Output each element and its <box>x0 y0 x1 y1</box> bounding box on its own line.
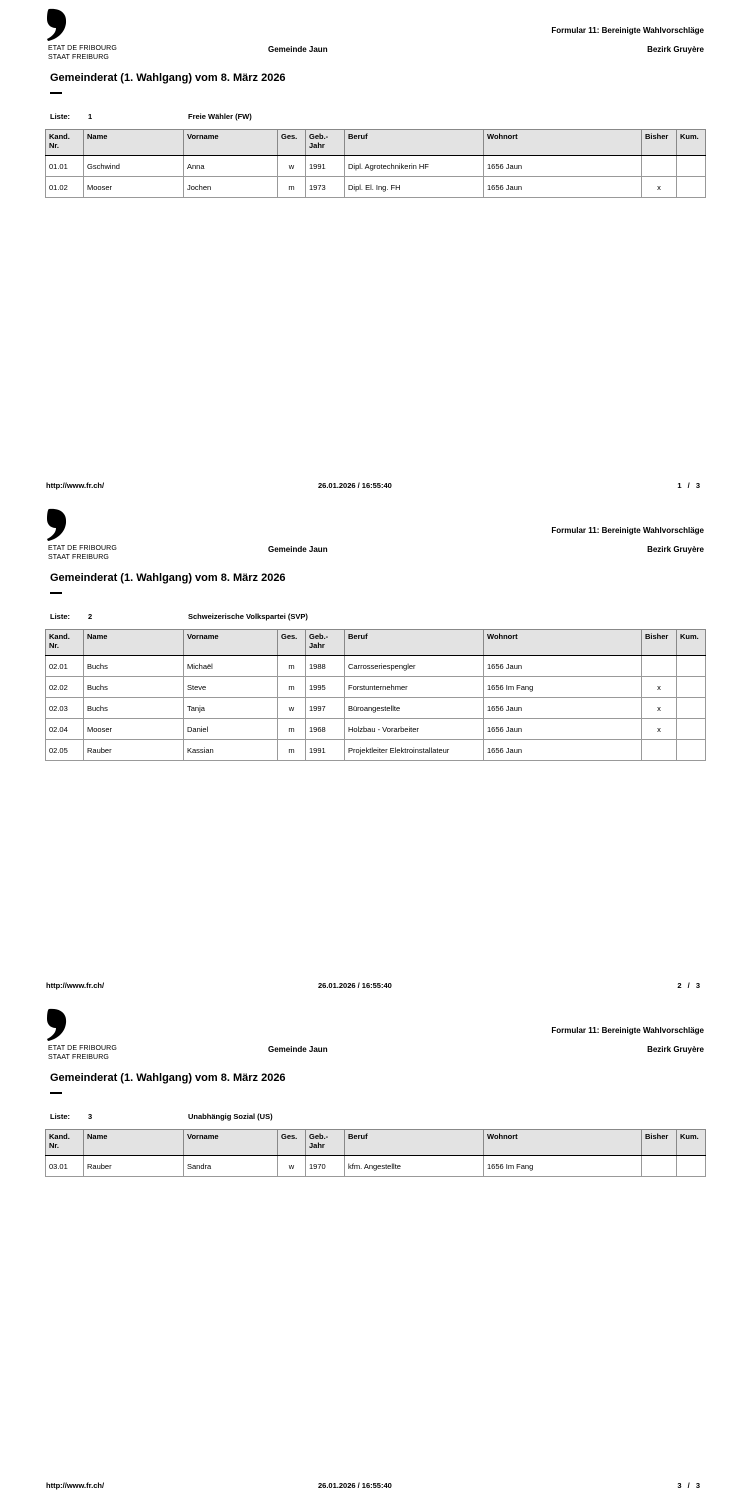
column-header-vorname: Vorname <box>184 130 278 156</box>
list-name: Schweizerische Volkspartei (SVP) <box>188 612 308 621</box>
cell-vorname: Michaël <box>184 656 278 677</box>
cell-kum <box>677 1156 706 1177</box>
cell-wohnort: 1656 Jaun <box>484 177 642 198</box>
column-header-bisher: Bisher <box>642 130 677 156</box>
municipality: Gemeinde Jaun <box>268 45 328 54</box>
form-title: Formular 11: Bereinigte Wahlvorschläge <box>551 1026 704 1035</box>
title-rule <box>50 1092 62 1094</box>
canton-logo <box>46 1008 68 1042</box>
page-separator: / <box>687 981 690 990</box>
cell-kum <box>677 656 706 677</box>
cell-cand-nr: 01.01 <box>46 156 84 177</box>
footer-page-number <box>675 981 702 990</box>
table-row <box>46 656 706 677</box>
cell-name: Rauber <box>84 740 184 761</box>
column-header-geschlecht: Ges. <box>278 1130 306 1156</box>
cell-name: Buchs <box>84 677 184 698</box>
cell-wohnort: 1656 Jaun <box>484 698 642 719</box>
table-row <box>46 719 706 740</box>
column-header-wohnort: Wohnort <box>484 1130 642 1156</box>
column-header-name: Name <box>84 130 184 156</box>
canton-name <box>48 44 117 62</box>
district: Bezirk Gruyère <box>647 45 704 54</box>
cell-bisher: x <box>642 677 677 698</box>
column-header-kum: Kum. <box>677 630 706 656</box>
cell-name: Rauber <box>84 1156 184 1177</box>
cell-kum <box>677 156 706 177</box>
cell-cand-nr: 02.05 <box>46 740 84 761</box>
election-title: Gemeinderat (1. Wahlgang) vom 8. März 2026 <box>50 572 286 584</box>
cell-beruf: Carrosseriespengler <box>345 656 484 677</box>
cell-geschlecht: m <box>278 677 306 698</box>
column-header-wohnort: Wohnort <box>484 630 642 656</box>
canton-name-de: STAAT FREIBURG <box>48 54 109 61</box>
page-separator: / <box>687 1481 690 1490</box>
cell-vorname: Steve <box>184 677 278 698</box>
footer-timestamp: 26.01.2026 / 16:55:40 <box>318 981 392 990</box>
cell-wohnort: 1656 Jaun <box>484 740 642 761</box>
cell-beruf: Forstunternehmer <box>345 677 484 698</box>
list-label: Liste: <box>50 112 71 121</box>
column-header-geb-jahr: Geb.- Jahr <box>306 630 345 656</box>
list-number: 1 <box>88 112 93 121</box>
municipality: Gemeinde Jaun <box>268 545 328 554</box>
cell-geb-jahr: 1997 <box>306 698 345 719</box>
cell-name: Buchs <box>84 656 184 677</box>
cell-name: Mooser <box>84 719 184 740</box>
cell-geschlecht: m <box>278 740 306 761</box>
table-body <box>46 156 706 198</box>
canton-name <box>48 544 117 562</box>
cell-vorname: Kassian <box>184 740 278 761</box>
cell-kum <box>677 698 706 719</box>
canton-name-de: STAAT FREIBURG <box>48 1054 109 1061</box>
district: Bezirk Gruyère <box>647 1045 704 1054</box>
table-row <box>46 740 706 761</box>
footer-timestamp: 26.01.2026 / 16:55:40 <box>318 481 392 490</box>
table-row <box>46 177 706 198</box>
cell-cand-nr: 03.01 <box>46 1156 84 1177</box>
document-page <box>0 500 750 1000</box>
list-name: Unabhängig Sozial (US) <box>188 1112 273 1121</box>
cell-bisher: x <box>642 719 677 740</box>
candidates-table <box>45 1129 706 1177</box>
cell-geschlecht: w <box>278 698 306 719</box>
column-header-vorname: Vorname <box>184 1130 278 1156</box>
total-pages: 3 <box>695 981 700 990</box>
column-header-beruf: Beruf <box>345 1130 484 1156</box>
cell-kum <box>677 677 706 698</box>
cell-geschlecht: m <box>278 719 306 740</box>
election-title: Gemeinderat (1. Wahlgang) vom 8. März 2026 <box>50 72 286 84</box>
column-header-name: Name <box>84 1130 184 1156</box>
page-separator: / <box>687 481 690 490</box>
total-pages: 3 <box>695 481 700 490</box>
column-header-beruf: Beruf <box>345 630 484 656</box>
table-header-row <box>46 1130 706 1156</box>
cell-kum <box>677 177 706 198</box>
footer-url[interactable]: http://www.fr.ch/ <box>46 981 105 990</box>
cell-cand-nr: 02.01 <box>46 656 84 677</box>
column-header-cand-nr: Kand. Nr. <box>46 630 84 656</box>
list-name: Freie Wähler (FW) <box>188 112 252 121</box>
canton-name-fr: ETAT DE FRIBOURG <box>48 1045 117 1052</box>
list-label: Liste: <box>50 612 71 621</box>
column-header-beruf: Beruf <box>345 130 484 156</box>
column-header-geschlecht: Ges. <box>278 630 306 656</box>
cell-geschlecht: w <box>278 1156 306 1177</box>
district: Bezirk Gruyère <box>647 545 704 554</box>
cell-bisher: x <box>642 698 677 719</box>
footer-timestamp: 26.01.2026 / 16:55:40 <box>318 1481 392 1490</box>
column-header-kum: Kum. <box>677 1130 706 1156</box>
cell-beruf: kfm. Angestellte <box>345 1156 484 1177</box>
cell-cand-nr: 02.04 <box>46 719 84 740</box>
cell-cand-nr: 02.02 <box>46 677 84 698</box>
cell-wohnort: 1656 Im Fang <box>484 1156 642 1177</box>
cell-wohnort: 1656 Im Fang <box>484 677 642 698</box>
total-pages: 3 <box>695 1481 700 1490</box>
title-rule <box>50 592 62 594</box>
cell-beruf: Holzbau - Vorarbeiter <box>345 719 484 740</box>
cell-geb-jahr: 1991 <box>306 156 345 177</box>
footer-page-number <box>675 1481 702 1490</box>
cell-cand-nr: 01.02 <box>46 177 84 198</box>
cell-kum <box>677 740 706 761</box>
table-header-row <box>46 630 706 656</box>
canton-name-fr: ETAT DE FRIBOURG <box>48 545 117 552</box>
column-header-geb-jahr: Geb.- Jahr <box>306 1130 345 1156</box>
cell-geb-jahr: 1995 <box>306 677 345 698</box>
column-header-geb-jahr: Geb.- Jahr <box>306 130 345 156</box>
cell-wohnort: 1656 Jaun <box>484 656 642 677</box>
canton-name <box>48 1044 117 1062</box>
current-page: 3 <box>677 1481 682 1490</box>
cell-geb-jahr: 1973 <box>306 177 345 198</box>
candidates-table <box>45 129 706 198</box>
cell-geschlecht: m <box>278 656 306 677</box>
document-page <box>0 1000 750 1500</box>
cell-geb-jahr: 1968 <box>306 719 345 740</box>
column-header-vorname: Vorname <box>184 630 278 656</box>
municipality: Gemeinde Jaun <box>268 1045 328 1054</box>
cell-geb-jahr: 1988 <box>306 656 345 677</box>
footer-url[interactable]: http://www.fr.ch/ <box>46 1481 105 1490</box>
column-header-name: Name <box>84 630 184 656</box>
column-header-kum: Kum. <box>677 130 706 156</box>
cell-wohnort: 1656 Jaun <box>484 719 642 740</box>
cell-name: Buchs <box>84 698 184 719</box>
form-title: Formular 11: Bereinigte Wahlvorschläge <box>551 526 704 535</box>
cell-vorname: Jochen <box>184 177 278 198</box>
cell-bisher <box>642 740 677 761</box>
cell-geschlecht: w <box>278 156 306 177</box>
footer-page-number <box>675 481 702 490</box>
table-body <box>46 656 706 761</box>
cell-cand-nr: 02.03 <box>46 698 84 719</box>
column-header-cand-nr: Kand. Nr. <box>46 1130 84 1156</box>
cell-name: Gschwind <box>84 156 184 177</box>
form-title: Formular 11: Bereinigte Wahlvorschläge <box>551 26 704 35</box>
candidates-table <box>45 629 706 761</box>
table-body <box>46 1156 706 1177</box>
column-header-cand-nr: Kand. Nr. <box>46 130 84 156</box>
table-row <box>46 156 706 177</box>
cell-geb-jahr: 1991 <box>306 740 345 761</box>
cell-bisher: x <box>642 177 677 198</box>
table-header-row <box>46 130 706 156</box>
cell-beruf: Projektleiter Elektroinstallateur <box>345 740 484 761</box>
document-page <box>0 0 750 500</box>
current-page: 1 <box>677 481 682 490</box>
cell-beruf: Büroangestellte <box>345 698 484 719</box>
cell-geb-jahr: 1970 <box>306 1156 345 1177</box>
cell-vorname: Tanja <box>184 698 278 719</box>
column-header-geschlecht: Ges. <box>278 130 306 156</box>
cell-vorname: Sandra <box>184 1156 278 1177</box>
cell-wohnort: 1656 Jaun <box>484 156 642 177</box>
cell-vorname: Anna <box>184 156 278 177</box>
list-number: 2 <box>88 612 93 621</box>
cell-geschlecht: m <box>278 177 306 198</box>
cell-bisher <box>642 656 677 677</box>
canton-name-de: STAAT FREIBURG <box>48 554 109 561</box>
cell-bisher <box>642 156 677 177</box>
title-rule <box>50 92 62 94</box>
cell-beruf: Dipl. El. Ing. FH <box>345 177 484 198</box>
cell-bisher <box>642 1156 677 1177</box>
canton-name-fr: ETAT DE FRIBOURG <box>48 45 117 52</box>
election-title: Gemeinderat (1. Wahlgang) vom 8. März 2026 <box>50 1072 286 1084</box>
column-header-bisher: Bisher <box>642 630 677 656</box>
table-row <box>46 677 706 698</box>
cell-kum <box>677 719 706 740</box>
cell-beruf: Dipl. Agrotechnikerin HF <box>345 156 484 177</box>
canton-logo <box>46 508 68 542</box>
table-row <box>46 698 706 719</box>
column-header-bisher: Bisher <box>642 1130 677 1156</box>
column-header-wohnort: Wohnort <box>484 130 642 156</box>
list-number: 3 <box>88 1112 93 1121</box>
footer-url[interactable]: http://www.fr.ch/ <box>46 481 105 490</box>
canton-logo <box>46 8 68 42</box>
cell-name: Mooser <box>84 177 184 198</box>
list-label: Liste: <box>50 1112 71 1121</box>
table-row <box>46 1156 706 1177</box>
cell-vorname: Daniel <box>184 719 278 740</box>
current-page: 2 <box>677 981 682 990</box>
